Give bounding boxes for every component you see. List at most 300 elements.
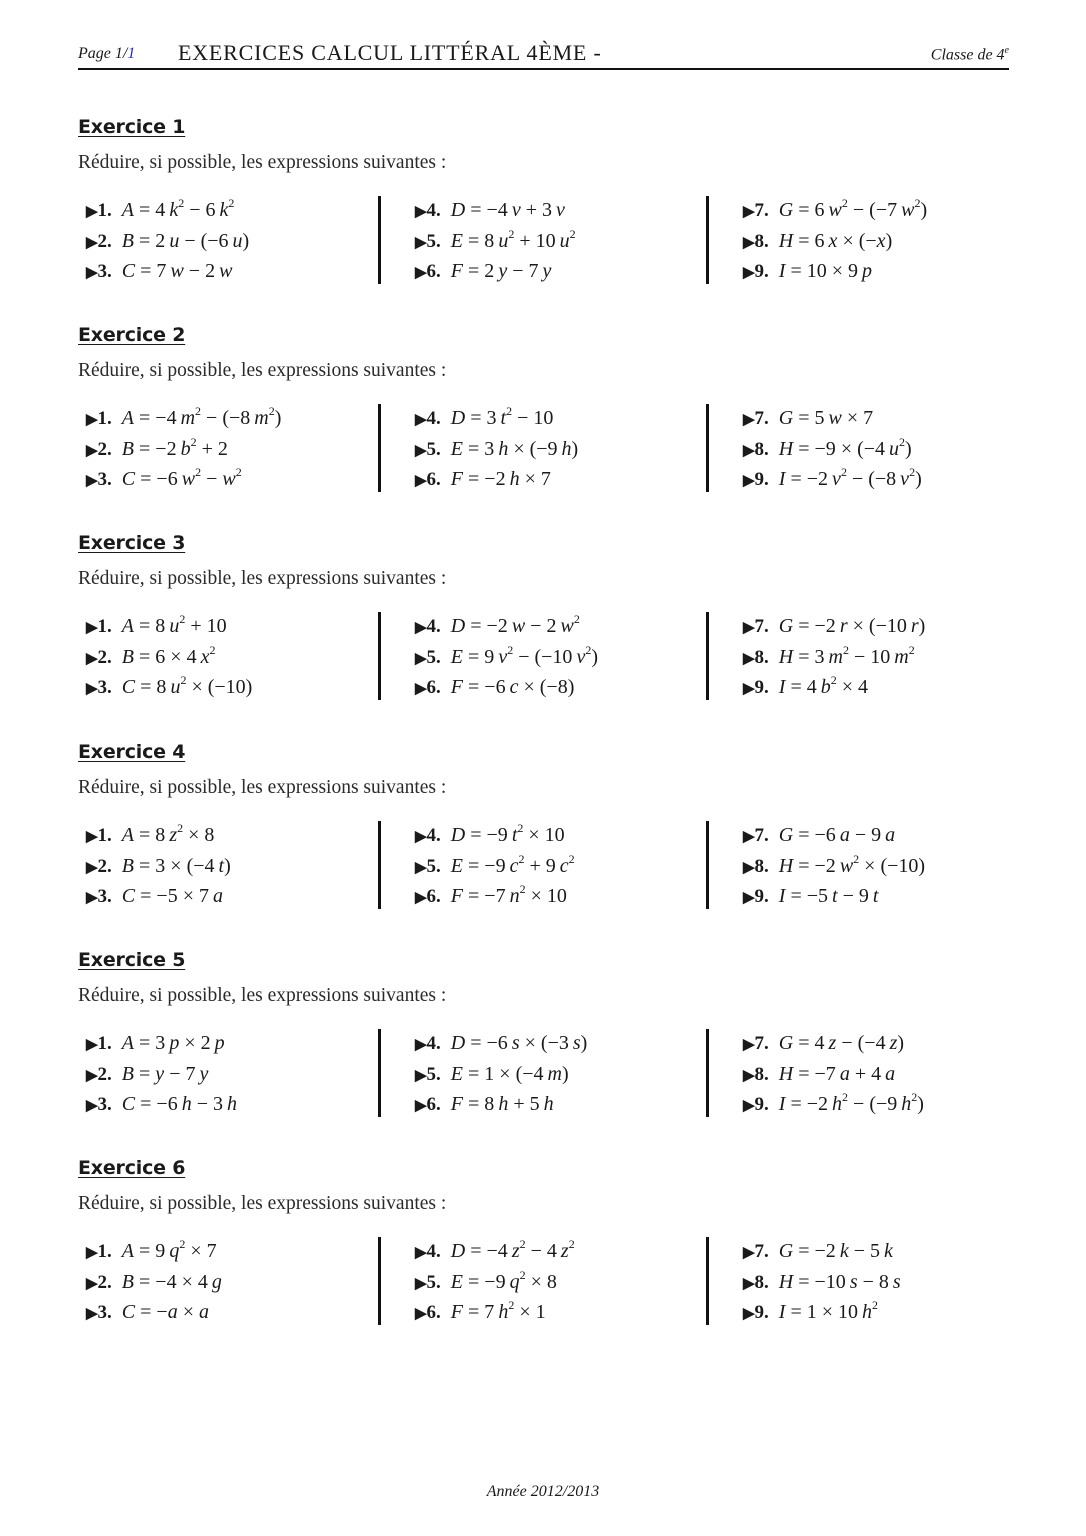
item-number-label: 3.	[97, 469, 112, 490]
item-number	[743, 856, 769, 877]
list-item	[743, 196, 927, 227]
item-number	[743, 886, 769, 907]
list-item	[415, 465, 578, 496]
math-expression: B = 6 × 4 $x^2$	[121, 642, 216, 668]
exercise-title: Exercice 3	[78, 532, 186, 554]
math-expression: A = 4 $k^2 - 6$ $k^2$	[121, 196, 235, 221]
triangle-bullet-icon: ▶	[86, 1067, 98, 1084]
item-number	[415, 408, 441, 429]
list-item	[743, 852, 925, 883]
math-expression: G = −2 r × (−10 r)	[778, 615, 926, 637]
triangle-bullet-icon: ▶	[415, 620, 427, 636]
item-number	[743, 677, 769, 698]
list-item	[86, 1298, 222, 1329]
triangle-bullet-icon: ▶	[86, 234, 98, 251]
item-number-label: 4.	[426, 1033, 441, 1054]
math-expression: D = −2 w − 2 $w^2$	[450, 612, 580, 637]
item-number-label: 6.	[426, 469, 441, 490]
item-number-label: 2.	[97, 646, 112, 668]
item-number	[743, 647, 769, 668]
triangle-bullet-icon: ▶	[743, 650, 755, 667]
exercise-column-1	[86, 404, 281, 494]
math-expression: D = −9 $t^2 \times 10$	[450, 821, 565, 846]
list-item	[86, 257, 249, 288]
exercise-3	[78, 532, 1009, 732]
list-item	[415, 257, 576, 288]
triangle-bullet-icon: ▶	[86, 859, 98, 876]
math-expression: I = −2 $h^2 - (-9$ $h^2$)	[778, 1090, 924, 1115]
item-number-label: 3.	[97, 1302, 112, 1323]
item-number	[743, 439, 769, 460]
list-item	[415, 852, 575, 883]
math-expression: A = 9 $q^2 \times 7$	[121, 1237, 217, 1262]
item-number	[415, 1094, 441, 1115]
item-number	[743, 200, 769, 221]
item-number-label: 5.	[426, 230, 441, 252]
list-item	[743, 1029, 924, 1060]
math-expression: H = 6 x × (−x)	[778, 229, 893, 252]
triangle-bullet-icon: ▶	[415, 890, 427, 906]
item-number	[415, 1302, 441, 1323]
triangle-bullet-icon: ▶	[743, 234, 755, 251]
list-item	[415, 1237, 575, 1268]
exercise-title: Exercice 5	[78, 949, 186, 971]
list-item	[743, 1298, 901, 1329]
item-number-label: 3.	[97, 886, 112, 907]
item-number	[743, 1272, 769, 1293]
exercise-column-2	[378, 612, 598, 700]
item-number-label: 7.	[754, 616, 769, 637]
triangle-bullet-icon: ▶	[743, 442, 755, 459]
math-expression: C = 7 w − 2 w	[121, 260, 233, 282]
item-number	[415, 1064, 441, 1085]
list-item	[743, 882, 925, 913]
item-number-label: 2.	[97, 855, 112, 877]
triangle-bullet-icon: ▶	[86, 412, 98, 428]
item-number	[86, 825, 112, 846]
triangle-bullet-icon: ▶	[415, 265, 427, 281]
item-number-label: 2.	[97, 438, 112, 460]
math-expression: E = 8 $u^2 + 10$ $u^2$	[450, 226, 576, 252]
item-number-label: 7.	[754, 1033, 769, 1054]
item-number	[743, 261, 769, 282]
triangle-bullet-icon: ▶	[415, 681, 427, 697]
triangle-bullet-icon: ▶	[86, 442, 98, 459]
math-expression: H = 3 $m^2 - 10$ $m^2$	[778, 642, 915, 668]
triangle-bullet-icon: ▶	[743, 829, 755, 845]
exercise-column-1	[86, 612, 252, 702]
exercise-instruction: Réduire, si possible, les expressions suivantes :	[78, 568, 447, 589]
exercise-4	[78, 741, 1009, 941]
exercise-column-3	[706, 1029, 924, 1117]
math-expression: I = 10 × 9 p	[778, 260, 873, 282]
list-item	[86, 1090, 237, 1121]
item-number-label: 7.	[754, 408, 769, 429]
exercise-column-3	[706, 196, 927, 284]
list-item	[415, 1029, 587, 1060]
list-item	[86, 852, 231, 883]
triangle-bullet-icon: ▶	[415, 1098, 427, 1114]
item-number	[743, 1064, 769, 1085]
list-item	[86, 673, 252, 704]
list-item	[86, 435, 281, 466]
item-number-label: 9.	[754, 469, 769, 490]
item-number	[743, 1094, 769, 1115]
item-number-label: 4.	[426, 1241, 441, 1262]
page-header	[78, 40, 1009, 70]
page-number-label: Page 1/	[78, 45, 128, 62]
item-number	[415, 1033, 441, 1054]
math-expression: B = y − 7 y	[121, 1062, 209, 1085]
triangle-bullet-icon: ▶	[86, 204, 98, 220]
exercise-5	[78, 949, 1009, 1149]
class-level	[931, 45, 1009, 64]
math-expression: G = 6 $w^2 - (-7$ $w^2$)	[778, 196, 928, 221]
exercise-column-3	[706, 1237, 901, 1325]
list-item	[743, 1090, 924, 1121]
item-number	[415, 616, 441, 637]
exercise-column-2	[378, 404, 578, 492]
math-expression: I = −5 t − 9 t	[778, 885, 879, 907]
list-item	[415, 404, 578, 435]
item-number	[743, 408, 769, 429]
item-number-label: 8.	[754, 646, 769, 668]
triangle-bullet-icon: ▶	[743, 1037, 755, 1053]
math-expression: E = −9 $q^2 \times 8$	[450, 1267, 557, 1293]
math-expression: B = −2 $b^2 + 2$	[121, 434, 228, 460]
item-number	[86, 200, 112, 221]
triangle-bullet-icon: ▶	[743, 1245, 755, 1261]
triangle-bullet-icon: ▶	[415, 1067, 427, 1084]
math-expression: I = 4 $b^2 \times 4$	[778, 673, 869, 698]
exercise-1	[78, 116, 1009, 316]
triangle-bullet-icon: ▶	[415, 442, 427, 459]
triangle-bullet-icon: ▶	[743, 204, 755, 220]
item-number	[86, 1064, 112, 1085]
exercise-column-2	[378, 821, 575, 909]
math-expression: E = 1 × (−4 m)	[450, 1062, 569, 1085]
math-expression: B = 2 u − (−6 u)	[121, 229, 250, 252]
triangle-bullet-icon: ▶	[86, 1306, 98, 1322]
exercise-title: Exercice 6	[78, 1157, 186, 1179]
exercise-2	[78, 324, 1009, 524]
item-number-label: 1.	[97, 1033, 112, 1054]
item-number	[743, 469, 769, 490]
item-number	[86, 856, 112, 877]
exercise-instruction: Réduire, si possible, les expressions suivantes :	[78, 152, 447, 173]
item-number-label: 6.	[426, 1302, 441, 1323]
item-number-label: 1.	[97, 408, 112, 429]
list-item	[415, 612, 598, 643]
list-item	[86, 196, 249, 227]
triangle-bullet-icon: ▶	[415, 473, 427, 489]
triangle-bullet-icon: ▶	[415, 650, 427, 667]
triangle-bullet-icon: ▶	[743, 1067, 755, 1084]
triangle-bullet-icon: ▶	[415, 234, 427, 251]
math-expression: F = 7 $h^2 \times 1$	[450, 1298, 546, 1323]
item-number-label: 8.	[754, 1271, 769, 1293]
triangle-bullet-icon: ▶	[415, 1306, 427, 1322]
exercise-column-1	[86, 1237, 222, 1327]
item-number-label: 8.	[754, 855, 769, 877]
item-number-label: 6.	[426, 1094, 441, 1115]
item-number	[743, 1302, 769, 1323]
math-expression: C = −a × a	[121, 1301, 209, 1323]
list-item	[86, 404, 281, 435]
exercise-title: Exercice 1	[78, 116, 186, 138]
math-expression: B = 3 × (−4 t)	[121, 854, 231, 877]
triangle-bullet-icon: ▶	[86, 650, 98, 667]
item-number-label: 4.	[426, 616, 441, 637]
list-item	[415, 1060, 587, 1091]
list-item	[86, 1060, 237, 1091]
triangle-bullet-icon: ▶	[743, 412, 755, 428]
list-item	[415, 1090, 587, 1121]
list-item	[743, 1060, 924, 1091]
item-number	[415, 200, 441, 221]
list-item	[415, 821, 575, 852]
item-number-label: 9.	[754, 1302, 769, 1323]
list-item	[415, 1298, 575, 1329]
document-title: EXERCICES CALCUL LITTÉRAL 4ÈME -	[178, 40, 602, 65]
list-item	[743, 465, 922, 496]
triangle-bullet-icon: ▶	[743, 890, 755, 906]
triangle-bullet-icon: ▶	[743, 1098, 755, 1114]
list-item	[86, 821, 231, 852]
item-number-label: 3.	[97, 677, 112, 698]
page-total-link[interactable]: 1	[127, 45, 136, 62]
exercise-title: Exercice 4	[78, 741, 186, 763]
list-item	[415, 196, 576, 227]
triangle-bullet-icon: ▶	[86, 890, 98, 906]
math-expression: G = 4 z − (−4 z)	[778, 1032, 905, 1054]
triangle-bullet-icon: ▶	[86, 265, 98, 281]
list-item	[415, 882, 575, 913]
item-number-label: 8.	[754, 1063, 769, 1085]
item-number	[86, 1241, 112, 1262]
math-expression: G = −6 a − 9 a	[778, 824, 896, 846]
item-number-label: 1.	[97, 616, 112, 637]
page-number	[78, 45, 135, 63]
item-number-label: 5.	[426, 1271, 441, 1293]
item-number	[86, 616, 112, 637]
math-expression: E = 3 h × (−9 h)	[450, 437, 579, 460]
item-number-label: 2.	[97, 1271, 112, 1293]
list-item	[86, 1237, 222, 1268]
list-item	[743, 673, 925, 704]
list-item	[86, 1029, 237, 1060]
item-number-label: 9.	[754, 1094, 769, 1115]
item-number	[415, 439, 441, 460]
item-number	[743, 1033, 769, 1054]
item-number	[86, 261, 112, 282]
math-expression: G = −2 k − 5 k	[778, 1240, 893, 1262]
item-number-label: 7.	[754, 1241, 769, 1262]
item-number-label: 1.	[97, 825, 112, 846]
item-number-label: 3.	[97, 261, 112, 282]
item-number	[86, 408, 112, 429]
math-expression: F = −6 c × (−8)	[450, 676, 575, 698]
math-expression: G = 5 w × 7	[778, 407, 874, 429]
list-item	[415, 435, 578, 466]
list-item	[743, 257, 927, 288]
list-item	[743, 227, 927, 258]
math-expression: F = 8 h + 5 h	[450, 1093, 554, 1115]
item-number	[86, 1302, 112, 1323]
math-expression: E = −9 $c^2 + 9$ $c^2$	[450, 851, 575, 877]
item-number-label: 4.	[426, 200, 441, 221]
math-expression: B = −4 × 4 g	[121, 1270, 222, 1293]
math-expression: H = −7 a + 4 a	[778, 1062, 896, 1085]
math-expression: D = 3 $t^2 - 10$	[450, 404, 554, 429]
list-item	[415, 673, 598, 704]
item-number-label: 4.	[426, 825, 441, 846]
exercise-column-2	[378, 1029, 587, 1117]
math-expression: A = 8 $u^2 + 10$	[121, 612, 227, 637]
class-level-label: Classe de 4	[930, 46, 1005, 64]
page-footer: Année 2012/2013	[486, 1483, 600, 1500]
item-number-label: 4.	[426, 408, 441, 429]
item-number-label: 6.	[426, 677, 441, 698]
triangle-bullet-icon: ▶	[415, 1245, 427, 1261]
item-number	[415, 886, 441, 907]
math-expression: H = −10 s − 8 s	[778, 1270, 901, 1293]
item-number-label: 6.	[426, 261, 441, 282]
math-expression: C = −5 × 7 a	[121, 885, 223, 907]
list-item	[415, 227, 576, 258]
item-number-label: 8.	[754, 230, 769, 252]
exercise-column-2	[378, 1237, 575, 1325]
math-expression: C = 8 $u^2 \times (-10)$	[121, 673, 253, 698]
list-item	[86, 227, 249, 258]
triangle-bullet-icon: ▶	[415, 412, 427, 428]
class-level-sup: e	[1004, 45, 1009, 56]
triangle-bullet-icon: ▶	[743, 1275, 755, 1292]
triangle-bullet-icon: ▶	[86, 473, 98, 489]
math-expression: A = −4 $m^2 - (-8$ $m^2$)	[121, 404, 282, 429]
exercise-column-3	[706, 404, 922, 492]
item-number-label: 6.	[426, 886, 441, 907]
list-item	[743, 821, 925, 852]
item-number-label: 3.	[97, 1094, 112, 1115]
item-number	[86, 677, 112, 698]
math-expression: E = 9 $v^2 - (-10$ $v^2$)	[450, 642, 598, 668]
item-number	[86, 1094, 112, 1115]
item-number-label: 5.	[426, 438, 441, 460]
item-number	[86, 231, 112, 252]
list-item	[743, 612, 925, 643]
exercise-6	[78, 1157, 1009, 1357]
math-expression: D = −4 v + 3 v	[450, 199, 565, 221]
math-expression: D = −6 s × (−3 s)	[450, 1032, 588, 1054]
triangle-bullet-icon: ▶	[415, 204, 427, 220]
item-number	[415, 469, 441, 490]
exercise-column-3	[706, 612, 925, 700]
item-number	[415, 1241, 441, 1262]
triangle-bullet-icon: ▶	[86, 1245, 98, 1261]
item-number	[415, 1272, 441, 1293]
math-expression: F = 2 y − 7 y	[450, 260, 552, 282]
triangle-bullet-icon: ▶	[743, 473, 755, 489]
item-number-label: 5.	[426, 1063, 441, 1085]
item-number-label: 5.	[426, 646, 441, 668]
list-item	[743, 643, 925, 674]
exercise-column-2	[378, 196, 576, 284]
triangle-bullet-icon: ▶	[415, 1275, 427, 1292]
item-number	[86, 469, 112, 490]
triangle-bullet-icon: ▶	[415, 829, 427, 845]
triangle-bullet-icon: ▶	[86, 829, 98, 845]
exercise-title: Exercice 2	[78, 324, 186, 346]
list-item	[415, 1268, 575, 1299]
list-item	[86, 465, 281, 496]
exercise-column-1	[86, 196, 249, 286]
exercise-instruction: Réduire, si possible, les expressions suivantes :	[78, 1193, 447, 1214]
math-expression: I = 1 × 10 $h^2$	[778, 1298, 879, 1323]
exercise-instruction: Réduire, si possible, les expressions suivantes :	[78, 985, 447, 1006]
exercise-column-1	[86, 821, 231, 911]
exercise-instruction: Réduire, si possible, les expressions suivantes :	[78, 360, 447, 381]
item-number-label: 9.	[754, 886, 769, 907]
item-number	[415, 825, 441, 846]
item-number	[86, 439, 112, 460]
item-number	[415, 261, 441, 282]
item-number-label: 1.	[97, 1241, 112, 1262]
item-number-label: 2.	[97, 1063, 112, 1085]
item-number	[415, 231, 441, 252]
triangle-bullet-icon: ▶	[743, 265, 755, 281]
item-number-label: 9.	[754, 261, 769, 282]
item-number	[86, 647, 112, 668]
list-item	[743, 1237, 901, 1268]
list-item	[415, 643, 598, 674]
item-number-label: 7.	[754, 825, 769, 846]
triangle-bullet-icon: ▶	[415, 1037, 427, 1053]
math-expression: A = 3 p × 2 p	[121, 1032, 225, 1054]
item-number	[743, 1241, 769, 1262]
triangle-bullet-icon: ▶	[86, 1275, 98, 1292]
item-number-label: 5.	[426, 855, 441, 877]
item-number	[415, 856, 441, 877]
triangle-bullet-icon: ▶	[86, 681, 98, 697]
list-item	[743, 404, 922, 435]
list-item	[86, 882, 231, 913]
item-number	[86, 886, 112, 907]
item-number	[743, 231, 769, 252]
triangle-bullet-icon: ▶	[86, 1098, 98, 1114]
triangle-bullet-icon: ▶	[743, 859, 755, 876]
item-number-label: 2.	[97, 230, 112, 252]
triangle-bullet-icon: ▶	[86, 620, 98, 636]
item-number	[86, 1033, 112, 1054]
triangle-bullet-icon: ▶	[743, 620, 755, 636]
item-number	[743, 825, 769, 846]
triangle-bullet-icon: ▶	[86, 1037, 98, 1053]
list-item	[86, 612, 252, 643]
item-number	[743, 616, 769, 637]
list-item	[86, 1268, 222, 1299]
item-number	[86, 1272, 112, 1293]
item-number	[415, 647, 441, 668]
math-expression: C = −6 h − 3 h	[121, 1093, 238, 1115]
exercise-instruction: Réduire, si possible, les expressions suivantes :	[78, 777, 447, 798]
math-expression: A = 8 $z^2 \times 8$	[121, 821, 215, 846]
math-expression: I = −2 $v^2 - (-8$ $v^2$)	[778, 465, 922, 490]
item-number-label: 8.	[754, 438, 769, 460]
item-number	[415, 677, 441, 698]
list-item	[86, 643, 252, 674]
math-expression: C = −6 $w^2 - w^2$	[121, 465, 242, 490]
